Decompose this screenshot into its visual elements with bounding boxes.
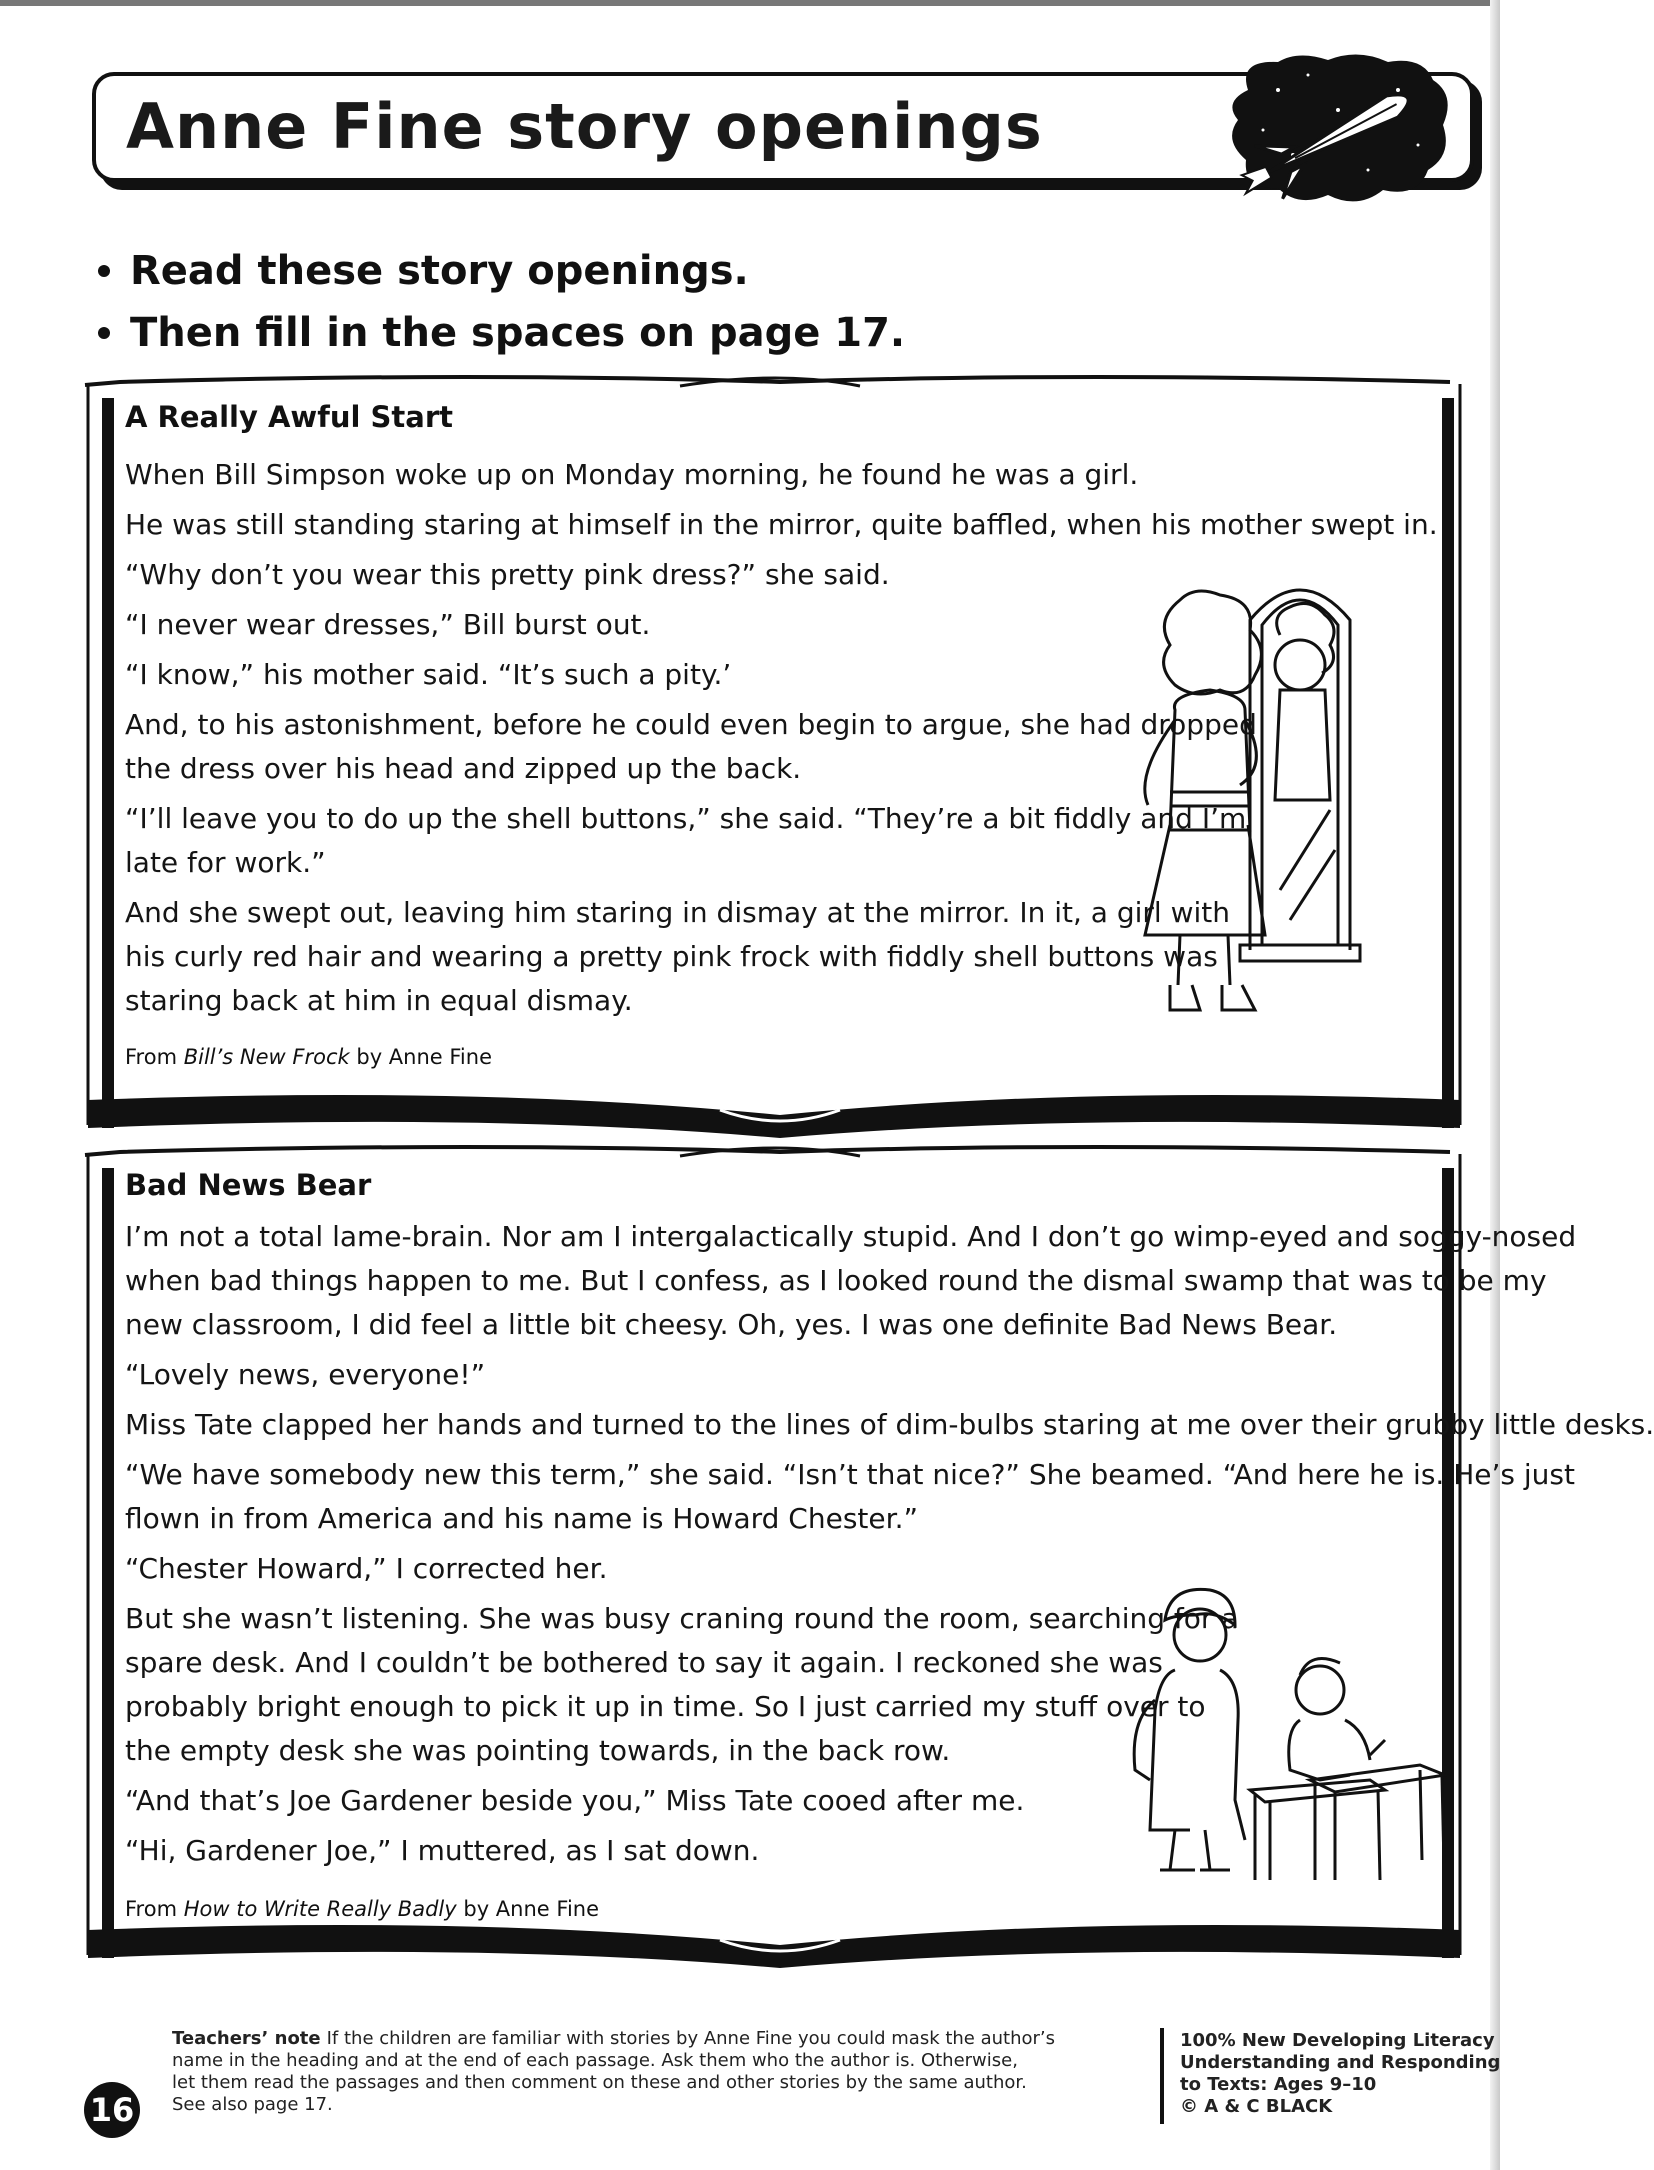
page-title: Anne Fine story openings: [126, 90, 1043, 163]
source-title: How to Write Really Badly: [183, 1897, 457, 1921]
publisher-line: Understanding and Responding: [1180, 2052, 1501, 2073]
story-line: “Chester Howard,” I corrected her.: [125, 1552, 608, 1585]
story-line: And she swept out, leaving him staring in dismay at the mirror. In it, a girl with: [125, 896, 1231, 929]
page-edge-shadow: [1490, 0, 1500, 2170]
page-number: 16: [84, 2082, 140, 2138]
bullet-icon: [98, 327, 110, 339]
instructions-list: [98, 240, 1398, 364]
story-line: “Hi, Gardener Joe,” I muttered, as I sat down.: [125, 1834, 760, 1867]
story-panel-2: [80, 1140, 1654, 1970]
story-source: [125, 1045, 492, 1069]
rocket-icon: [1218, 50, 1458, 215]
instruction-item: [98, 302, 1398, 364]
teachers-note: [172, 2028, 1122, 2116]
source-author: by Anne Fine: [356, 1045, 492, 1069]
story-panel-1: [80, 370, 1470, 1140]
story-line: staring back at him in equal dismay.: [125, 984, 633, 1017]
footer-divider: [1160, 2028, 1164, 2124]
note-text: If the children are familiar with stories by Anne Fine you could mask the author’s: [326, 2028, 1056, 2049]
story-line: I’m not a total lame-brain. Nor am I intergalactically stupid. And I don’t go wimp-eyed and soggy-nosed: [125, 1220, 1577, 1253]
source-prefix: From: [125, 1045, 178, 1069]
source-prefix: From: [125, 1897, 178, 1921]
note-line: See also page 17.: [172, 2094, 333, 2115]
story-line: “Lovely news, everyone!”: [125, 1358, 486, 1391]
story-line: And, to his astonishment, before he could even begin to argue, she had dropped: [125, 708, 1257, 741]
note-line: let them read the passages and then comment on these and other stories by the same author.: [172, 2072, 1027, 2093]
publisher-line: to Texts: Ages 9–10: [1180, 2074, 1377, 2095]
story-line: probably bright enough to pick it up in time. So I just carried my stuff over to: [125, 1690, 1206, 1723]
story-heading: Bad News Bear: [125, 1168, 372, 1202]
story-line: “I never wear dresses,” Bill burst out.: [125, 608, 651, 641]
story-heading: A Really Awful Start: [125, 400, 454, 434]
instruction-text: Then fill in the spaces on page 17.: [130, 310, 906, 356]
story-line: “We have somebody new this term,” she said. “Isn’t that nice?” She beamed. “And here he is. He’s just: [125, 1458, 1575, 1491]
story-line: Miss Tate clapped her hands and turned to the lines of dim-bulbs staring at me over their grubby little desks.: [125, 1408, 1654, 1441]
story-line: the dress over his head and zipped up the back.: [125, 752, 802, 785]
story-line: He was still standing staring at himself in the mirror, quite baffled, when his mother swept in.: [125, 508, 1438, 541]
instruction-text: Read these story openings.: [130, 248, 749, 294]
story-line: his curly red hair and wearing a pretty pink frock with fiddly shell buttons was: [125, 940, 1218, 973]
story-line: When Bill Simpson woke up on Monday morning, he found he was a girl.: [125, 458, 1139, 491]
story-line: “And that’s Joe Gardener beside you,” Miss Tate cooed after me.: [125, 1784, 1025, 1817]
story-line: spare desk. And I couldn’t be bothered to say it again. I reckoned she was: [125, 1646, 1163, 1679]
story-line: “I know,” his mother said. “It’s such a pity.’: [125, 658, 732, 691]
story-line: new classroom, I did feel a little bit cheesy. Oh, yes. I was one definite Bad News Bear.: [125, 1308, 1338, 1341]
story-line: But she wasn’t listening. She was busy craning round the room, searching for a: [125, 1602, 1239, 1635]
top-edge-rule: [0, 0, 1500, 6]
mirror-girl-illustration: [1130, 560, 1420, 1030]
story-line: when bad things happen to me. But I confess, as I looked round the dismal swamp that was to be my: [125, 1264, 1547, 1297]
story-source: [125, 1897, 599, 1921]
story-line: late for work.”: [125, 846, 326, 879]
instruction-item: [98, 240, 1398, 302]
note-label: Teachers’ note: [172, 2028, 321, 2049]
note-line: name in the heading and at the end of each passage. Ask them who the author is. Otherwise,: [172, 2050, 1018, 2071]
note-line: [172, 2028, 1122, 2050]
story-line: “Why don’t you wear this pretty pink dress?” she said.: [125, 558, 890, 591]
source-author: by Anne Fine: [463, 1897, 600, 1921]
classroom-boys-illustration: [1120, 1580, 1450, 1890]
bullet-icon: [98, 265, 110, 277]
story-line: “I’ll leave you to do up the shell buttons,” she said. “They’re a bit fiddly and I’m: [125, 802, 1247, 835]
story-line: flown in from America and his name is Howard Chester.”: [125, 1502, 918, 1535]
source-title: Bill’s New Frock: [183, 1045, 350, 1069]
publisher-info: [1180, 2030, 1500, 2118]
publisher-line: 100% New Developing Literacy: [1180, 2030, 1495, 2051]
publisher-line: © A & C BLACK: [1180, 2096, 1333, 2117]
story-line: the empty desk she was pointing towards, in the back row.: [125, 1734, 951, 1767]
